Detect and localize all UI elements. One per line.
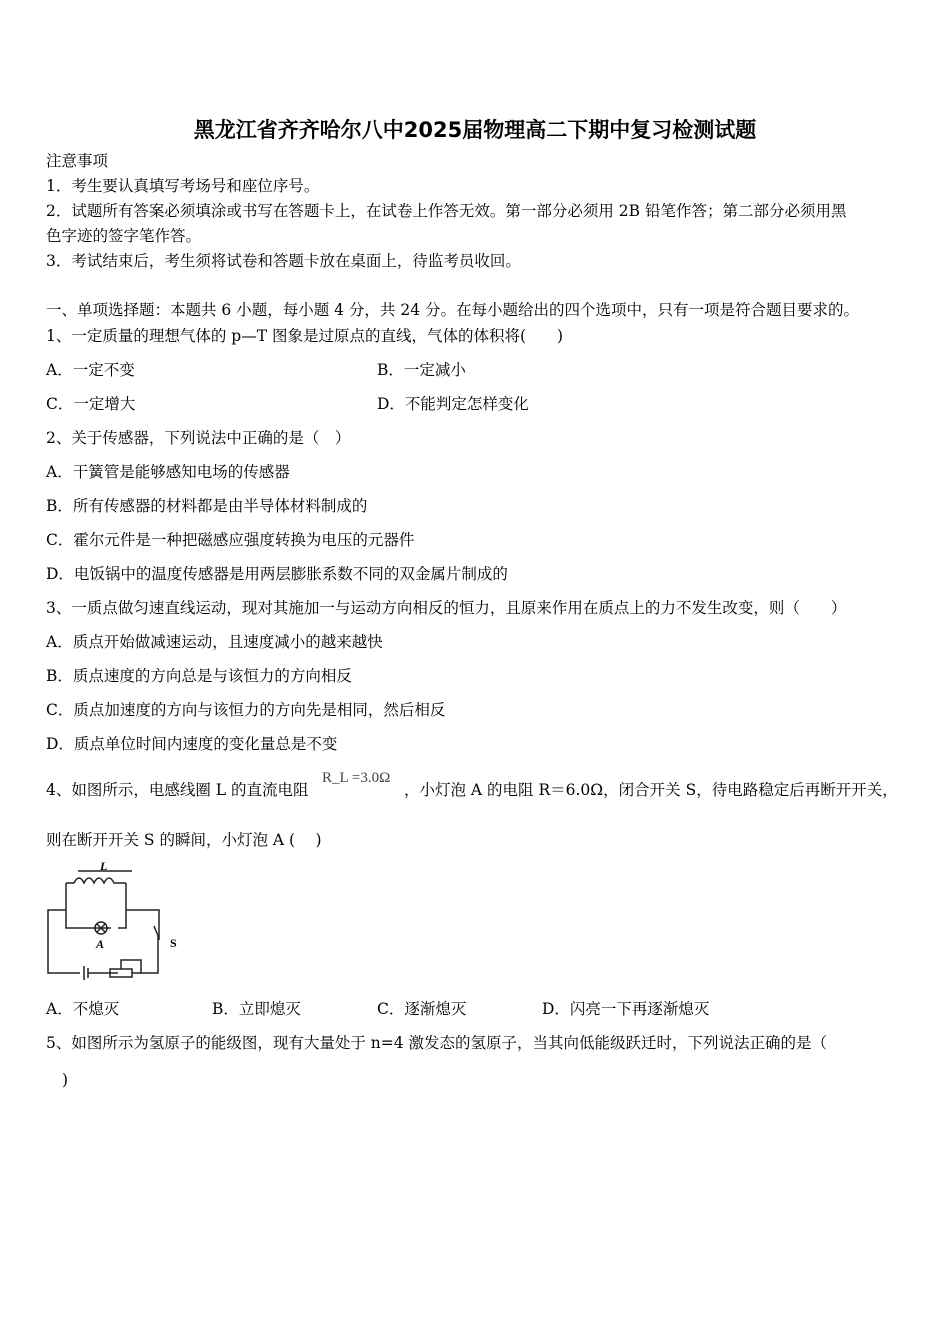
q4-formula: R_L =3.0Ω bbox=[322, 770, 391, 786]
q4-option-b: B．立即熄灭 bbox=[212, 1000, 301, 1018]
q3-option-d: D．质点单位时间内速度的变化量总是不变 bbox=[46, 735, 338, 753]
q2-stem: 2、关于传感器，下列说法中正确的是（ ） bbox=[46, 429, 351, 447]
circuit-diagram bbox=[44, 858, 184, 983]
notice-heading: 注意事项 bbox=[46, 152, 109, 170]
notice-item: 色字迹的签字笔作答。 bbox=[46, 227, 202, 245]
q3-option-b: B．质点速度的方向总是与该恒力的方向相反 bbox=[46, 667, 352, 685]
section-heading: 一、单项选择题：本题共 6 小题，每小题 4 分，共 24 分。在每小题给出的四个选项中，只有一项是符合题目要求的。 bbox=[46, 301, 860, 319]
q1-option-a: A．一定不变 bbox=[46, 361, 135, 379]
q3-stem: 3、一质点做匀速直线运动，现对其施加一与运动方向相反的恒力，且原来作用在质点上的力不发生改变，则（ ） bbox=[46, 599, 847, 617]
q4-option-a: A．不熄灭 bbox=[46, 1000, 120, 1018]
q2-option-d: D．电饭锅中的温度传感器是用两层膨胀系数不同的双金属片制成的 bbox=[46, 565, 508, 583]
q3-option-a: A．质点开始做减速运动，且速度减小的越来越快 bbox=[46, 633, 383, 651]
q1-stem: 1、一定质量的理想气体的 p—T 图象是过原点的直线，气体的体积将( ) bbox=[46, 327, 564, 345]
q2-option-c: C．霍尔元件是一种把磁感应强度转换为电压的元器件 bbox=[46, 531, 415, 549]
q3-option-c: C．质点加速度的方向与该恒力的方向先是相同，然后相反 bbox=[46, 701, 446, 719]
q4-stem-c: 则在断开开关 S 的瞬间，小灯泡 A ( ) bbox=[46, 831, 322, 849]
q4-stem-a: 4、如图所示，电感线圈 L 的直流电阻 bbox=[46, 781, 309, 799]
q1-option-d: D．不能判定怎样变化 bbox=[377, 395, 529, 413]
q2-option-b: B．所有传感器的材料都是由半导体材料制成的 bbox=[46, 497, 368, 515]
coil-label: L bbox=[100, 859, 108, 873]
q1-option-c: C．一定增大 bbox=[46, 395, 136, 413]
q5-stem-end: ) bbox=[62, 1071, 69, 1089]
q4-stem-b: ，小灯泡 A 的电阻 R＝6.0Ω，闭合开关 S，待电路稳定后再断开开关， bbox=[404, 781, 898, 799]
notice-item: 3．考试结束后，考生须将试卷和答题卡放在桌面上，待监考员收回。 bbox=[46, 252, 521, 270]
notice-item: 1．考生要认真填写考场号和座位序号。 bbox=[46, 177, 320, 195]
q1-option-b: B．一定减小 bbox=[377, 361, 466, 379]
notice-item: 2．试题所有答案必须填涂或书写在答题卡上，在试卷上作答无效。第一部分必须用 2B 铅笔作答；第二部分必须用黑 bbox=[46, 202, 847, 220]
q4-option-d: D．闪亮一下再逐渐熄灭 bbox=[542, 1000, 710, 1018]
switch-label: S bbox=[170, 936, 177, 950]
q2-option-a: A．干簧管是能够感知电场的传感器 bbox=[46, 463, 290, 481]
page-title: 黑龙江省齐齐哈尔八中2025届物理高二下期中复习检测试题 bbox=[193, 118, 757, 142]
q5-stem: 5、如图所示为氢原子的能级图，现有大量处于 n=4 激发态的氢原子，当其向低能级跃迁时，下列说法正确的是（ bbox=[46, 1034, 828, 1052]
q4-option-c: C．逐渐熄灭 bbox=[377, 1000, 467, 1018]
lamp-label: A bbox=[96, 937, 105, 951]
